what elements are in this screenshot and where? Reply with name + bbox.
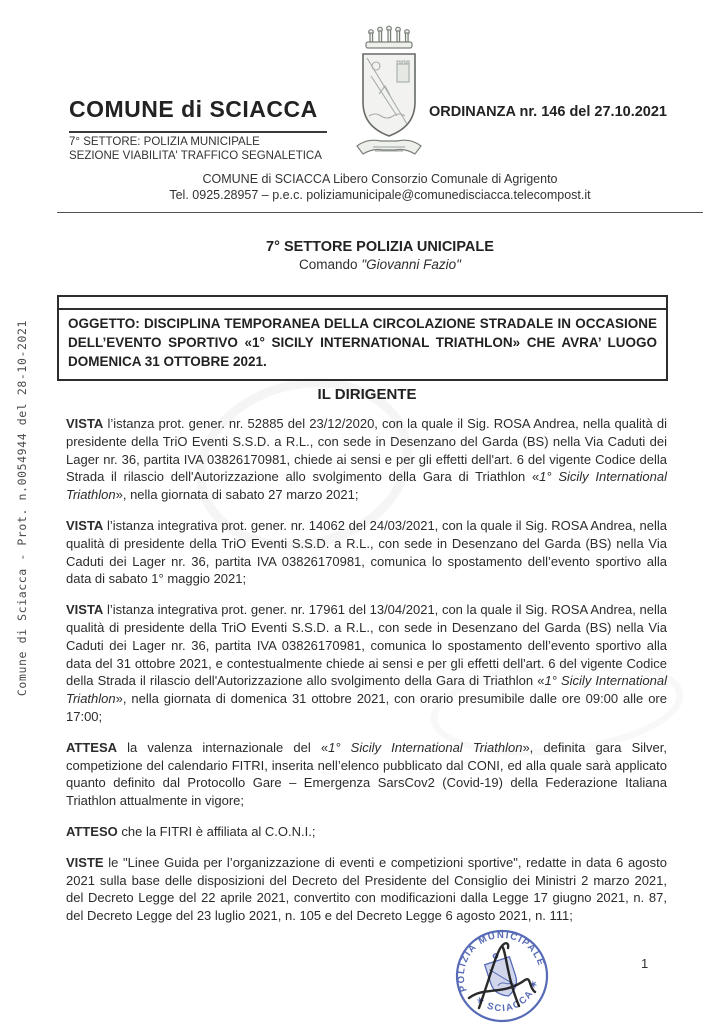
subject-box-top-strip [59, 297, 666, 310]
command-name: "Giovanni Fazio" [361, 257, 461, 272]
document-heading: IL DIRIGENTE [317, 386, 417, 403]
body-paragraph: VISTA l’istanza integrativa prot. gener. nr. 14062 del 24/03/2021, con la quale il Sig. ROSA Andrea, nella qualità di presidente della TriO Eventi S.S.D. a R.L., con sede in Desenzano del Garda (BS) nella Via Caduti dei Lager nr. 36, partita IVA 03826170981, comunica lo spostamento dell’evento sportivo alla data di sabato 1° maggio 2021; [66, 517, 667, 587]
sector-lines [69, 135, 322, 163]
command-label: Comando [299, 257, 358, 272]
municipality-title: COMUNE di SCIACCA [69, 96, 318, 122]
section-command [57, 257, 703, 272]
stamp-top-text: POLIZIA MUNICIPALE [455, 929, 547, 993]
stamp-bottom-text: ✶ SCIACCA ✶ [473, 977, 542, 1015]
sector-line-2: SEZIONE VIABILITA' TRAFFICO SEGNALETICA [69, 150, 322, 162]
ordinance-number: ORDINANZA nr. 146 del 27.10.2021 [428, 104, 667, 120]
coat-of-arms-icon [349, 24, 429, 185]
title-underline [69, 131, 327, 133]
body-paragraph: VISTE le "Linee Guida per l’organizzazione di eventi e competizioni sportive", redatte in data 6 agosto 2021 sulla base delle disposizioni del Decreto del Presidente del Consiglio dei Ministri 2 marzo 2021, del Decreto Legge del 22 aprile 2021, convertito con modificazioni dalla Legge 17 giugno 2021, n. 87, del Decreto Legge del 23 luglio 2021, n. 105 e del Decreto Legge 6 agosto 2021, n. 111; [66, 854, 667, 924]
body-paragraph: ATTESO che la FITRI è affiliata al C.O.N.I.; [66, 823, 316, 839]
body-paragraph: ATTESA la valenza internazionale del «1° Sicily International Triathlon», definita gara Silver, competizione del calendario FITRI, inserita nell’elenco pubblicato dal CONI, ed alla quale sarà applicato quanto definito dal Protocollo Gare – Emergenza SarsCov2 (Covid-19) della Federazione Italiana Triathlon attualmente in vigore; [66, 739, 667, 809]
header-divider [57, 212, 703, 213]
consortium-block [57, 171, 703, 203]
subject-text: OGGETTO: DISCIPLINA TEMPORANEA DELLA CIRCOLAZIONE STRADALE IN OCCASIONE DELL’EVENTO SPORTIVO «1° SICILY INTERNATIONAL TRIATHLON» CHE AVRA’ LUOGO DOMENICA 31 OTTOBRE 2021. [68, 316, 657, 369]
contact-line: Tel. 0925.28957 – p.e.c. poliziamunicipale@comunedisciacca.telecompost.it [169, 188, 591, 202]
protocol-side-note: Comune di Sciacca - Prot. n.0054944 del 28-10-2021 [15, 319, 29, 697]
section-title: 7° SETTORE POLIZIA UNICIPALE [266, 239, 494, 255]
section-heading [57, 239, 703, 272]
body-paragraph: VISTA l’istanza prot. gener. nr. 52885 del 23/12/2020, con la quale il Sig. ROSA Andrea, nella qualità di presidente della TriO Eventi S.S.D. a R.L., con sede in Desenzano del Garda (BS) nella Via Caduti dei Lager nr. 36, partita IVA 03826170981, chiede ai sensi e per gli effetti dell'art. 6 del vigente Codice della Strada il rilascio dell'Autorizzazione allo svolgimento della Gara di Triathlon «1° Sicily International Triathlon», nella giornata di sabato 27 marzo 2021; [66, 416, 667, 503]
police-stamp-icon [445, 922, 565, 1024]
document-body [66, 415, 667, 938]
consortium-line: COMUNE di SCIACCA Libero Consorzio Comunale di Agrigento [202, 172, 558, 186]
subject-box [57, 295, 668, 381]
body-paragraph: VISTA l’istanza integrativa prot. gener. nr. 17961 del 13/04/2021, con la quale il Sig. ROSA Andrea, nella qualità di presidente della TriO Eventi S.S.D. a R.L., con sede in Desenzano del Garda (BS) nella Via Caduti dei Lager nr. 36, partita IVA 03826170981, comunica lo spostamento dell’evento sportivo alla data del 31 ottobre 2021, e contestualmente chiede ai sensi e per gli effetti dell'art. 6 del vigente Codice della Strada il rilascio dell'Autorizzazione allo svolgimento della Gara di Triathlon «1° Sicily International Triathlon», nella giornata di domenica 31 ottobre 2021, con orario presumibile dalle ore 09:00 alle ore 17:00; [66, 602, 667, 724]
sector-line-1: 7° SETTORE: POLIZIA MUNICIPALE [69, 136, 260, 148]
page-number: 1 [641, 956, 649, 971]
